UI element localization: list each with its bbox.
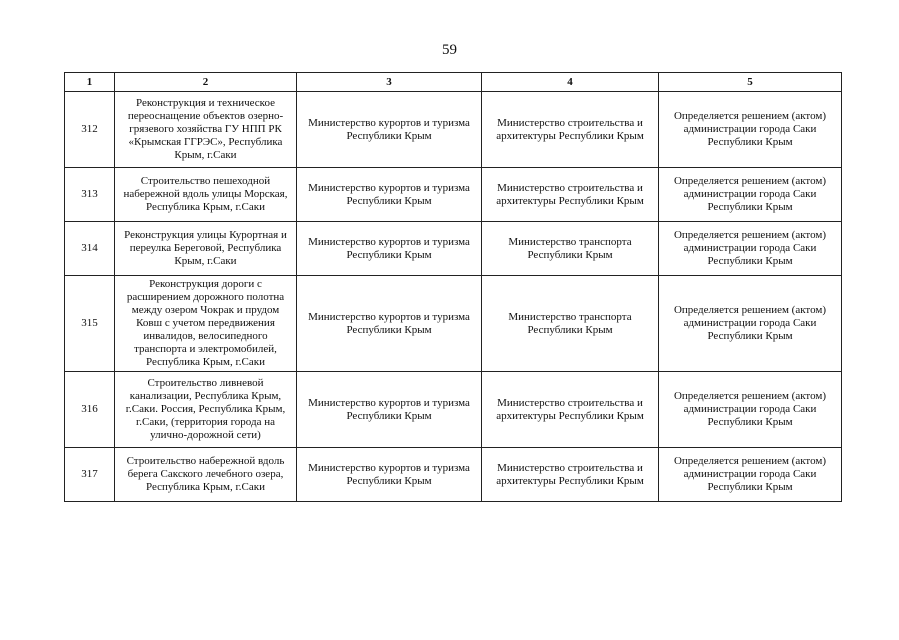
column-header: 5: [659, 73, 842, 92]
developer-cell: Министерство строительства и архитектуры Республики Крым: [482, 448, 659, 502]
table-header-row: [65, 73, 842, 92]
table-row: [65, 276, 842, 372]
object-cell: Реконструкция улицы Курортная и переулка Береговой, Республика Крым, г.Саки: [115, 222, 297, 276]
object-cell: Реконструкция дороги с расширением дорожного полотна между озером Чокрак и прудом Ковш с учетом передвижения инвалидов, велосипедного транспорта и электромобилей, Республика Крым, г.Саки: [115, 276, 297, 372]
column-header: 2: [115, 73, 297, 92]
object-cell: Строительство пешеходной набережной вдоль улицы Морская, Республика Крым, г.Саки: [115, 168, 297, 222]
table-row: [65, 92, 842, 168]
table-row: [65, 448, 842, 502]
developer-cell: Министерство строительства и архитектуры Республики Крым: [482, 168, 659, 222]
operator-cell: Определяется решением (актом) администрации города Саки Республики Крым: [659, 276, 842, 372]
developer-cell: Министерство транспорта Республики Крым: [482, 222, 659, 276]
customer-cell: Министерство курортов и туризма Республики Крым: [297, 222, 482, 276]
object-cell: Строительство набережной вдоль берега Сакского лечебного озера, Республика Крым, г.Саки: [115, 448, 297, 502]
object-cell: Строительство ливневой канализации, Республика Крым, г.Саки. Россия, Республика Крым, г.Саки, (территория города на улично-дорожной сети): [115, 372, 297, 448]
customer-cell: Министерство курортов и туризма Республики Крым: [297, 276, 482, 372]
row-number-cell: 317: [65, 448, 115, 502]
row-number-cell: 313: [65, 168, 115, 222]
operator-cell: Определяется решением (актом) администрации города Саки Республики Крым: [659, 168, 842, 222]
row-number-cell: 315: [65, 276, 115, 372]
row-number-cell: 316: [65, 372, 115, 448]
column-header: 3: [297, 73, 482, 92]
object-cell: Реконструкция и техническое переоснащение объектов озерно-грязевого хозяйства ГУ НПП РК «Крымская ГГРЭС», Республика Крым, г.Саки: [115, 92, 297, 168]
developer-cell: Министерство строительства и архитектуры Республики Крым: [482, 372, 659, 448]
table-row: [65, 372, 842, 448]
column-header: 1: [65, 73, 115, 92]
operator-cell: Определяется решением (актом) администрации города Саки Республики Крым: [659, 448, 842, 502]
page-number: 59: [442, 42, 457, 58]
developer-cell: Министерство транспорта Республики Крым: [482, 276, 659, 372]
column-header: 4: [482, 73, 659, 92]
row-number-cell: 312: [65, 92, 115, 168]
customer-cell: Министерство курортов и туризма Республики Крым: [297, 92, 482, 168]
customer-cell: Министерство курортов и туризма Республики Крым: [297, 448, 482, 502]
operator-cell: Определяется решением (актом) администрации города Саки Республики Крым: [659, 92, 842, 168]
operator-cell: Определяется решением (актом) администрации города Саки Республики Крым: [659, 222, 842, 276]
table-row: [65, 222, 842, 276]
developer-cell: Министерство строительства и архитектуры Республики Крым: [482, 92, 659, 168]
table-row: [65, 168, 842, 222]
customer-cell: Министерство курортов и туризма Республики Крым: [297, 168, 482, 222]
row-number-cell: 314: [65, 222, 115, 276]
operator-cell: Определяется решением (актом) администрации города Саки Республики Крым: [659, 372, 842, 448]
customer-cell: Министерство курортов и туризма Республики Крым: [297, 372, 482, 448]
objects-table: [64, 72, 842, 502]
